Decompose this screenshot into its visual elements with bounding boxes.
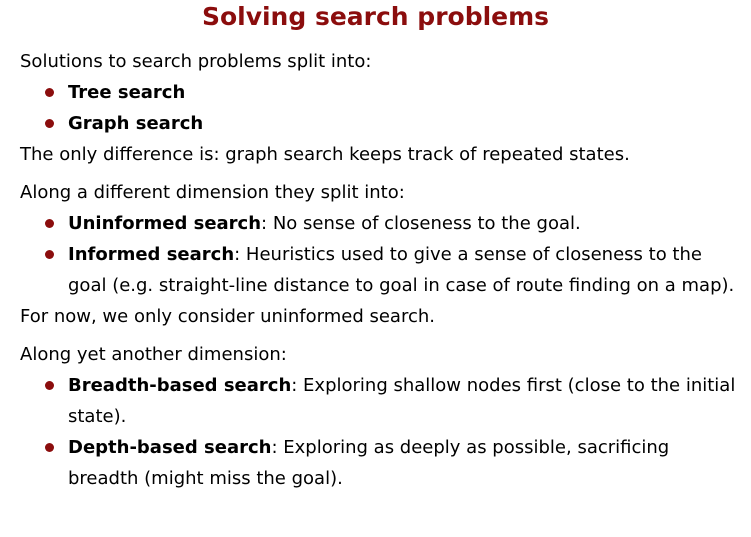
slide-title: Solving search problems [201,2,550,31]
section2-note: For now, we only consider uninformed search. [20,306,435,327]
bullet-term: Graph search [68,113,204,134]
list-item-graph-search [68,108,745,139]
bullet-description: : Exploring as deeply as possible, sacrificing breadth (might miss the goal). [68,437,670,489]
bullet-dot-icon [45,119,54,128]
bullet-term: Depth-based search [68,437,272,458]
bullet-dot-icon [45,381,54,390]
bullet-description: : Exploring shallow nodes first (close to the initial state). [68,375,736,427]
list-item-breadth-based-search [68,370,745,432]
section1-list [20,77,745,139]
section2-list [20,208,745,301]
bullet-description: : No sense of closeness to the goal. [261,213,581,234]
section1-note: The only difference is: graph search keeps track of repeated states. [20,144,630,165]
slide-content [20,46,745,494]
bullet-term: Tree search [68,82,186,103]
bullet-description: : Heuristics used to give a sense of closeness to the goal (e.g. straight-line distance to goal in case of route finding on a map). [68,244,735,296]
bullet-dot-icon [45,443,54,452]
list-item-informed-search [68,239,745,301]
list-item-uninformed-search [68,208,745,239]
bullet-dot-icon [45,219,54,228]
list-item-depth-based-search [68,432,745,494]
bullet-term: Informed search [68,244,235,265]
section1-intro: Solutions to search problems split into: [20,51,372,72]
bullet-term: Uninformed search [68,213,262,234]
bullet-dot-icon [45,88,54,97]
section2-intro: Along a different dimension they split into: [20,182,405,203]
list-item-tree-search [68,77,745,108]
bullet-term: Breadth-based search [68,375,292,396]
section3-intro: Along yet another dimension: [20,344,287,365]
bullet-dot-icon [45,250,54,259]
section3-list [20,370,745,494]
